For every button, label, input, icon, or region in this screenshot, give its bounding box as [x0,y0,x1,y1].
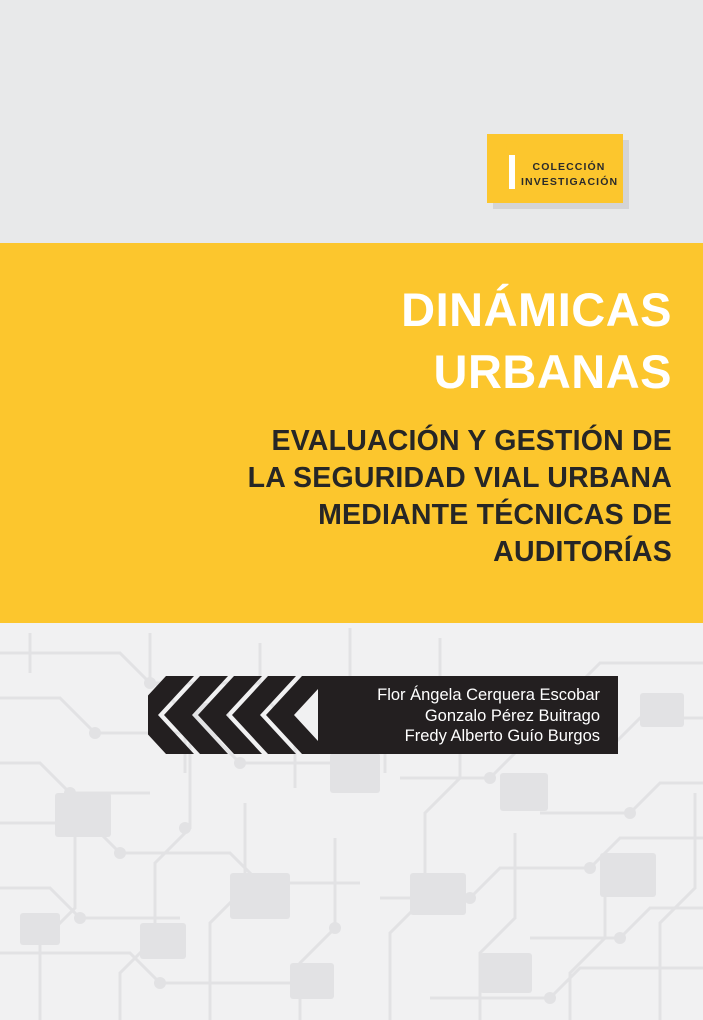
author-1: Flor Ángela Cerquera Escobar [377,686,600,704]
title-line-1: DINÁMICAS [401,283,672,336]
page-subtitle [0,423,672,571]
badge-dot-icon [506,141,519,154]
page-title [0,279,672,403]
author-2: Gonzalo Pérez Buitrago [424,706,600,725]
authors-box [318,676,618,754]
badge-line-2: INVESTIGACIÓN [521,176,619,188]
authors-bar [148,676,618,754]
author-3: Fredy Alberto Guío Burgos [404,727,600,745]
chevron-left-icon [148,676,318,754]
title-line-2: URBANAS [433,345,672,398]
subtitle-line-3: MEDIANTE TÉCNICAS DE [318,499,672,531]
subtitle-line-2: LA SEGURIDAD VIAL URBANA [247,462,672,494]
subtitle-line-1: EVALUACIÓN Y GESTIÓN DE [271,425,672,457]
subtitle-line-4: AUDITORÍAS [493,536,672,568]
badge-line-1: COLECCIÓN [532,161,606,173]
badge-stem-icon [509,155,515,189]
collection-badge [487,134,629,209]
badge-label [521,160,617,190]
authors-list [318,685,600,747]
title-block [0,243,703,623]
